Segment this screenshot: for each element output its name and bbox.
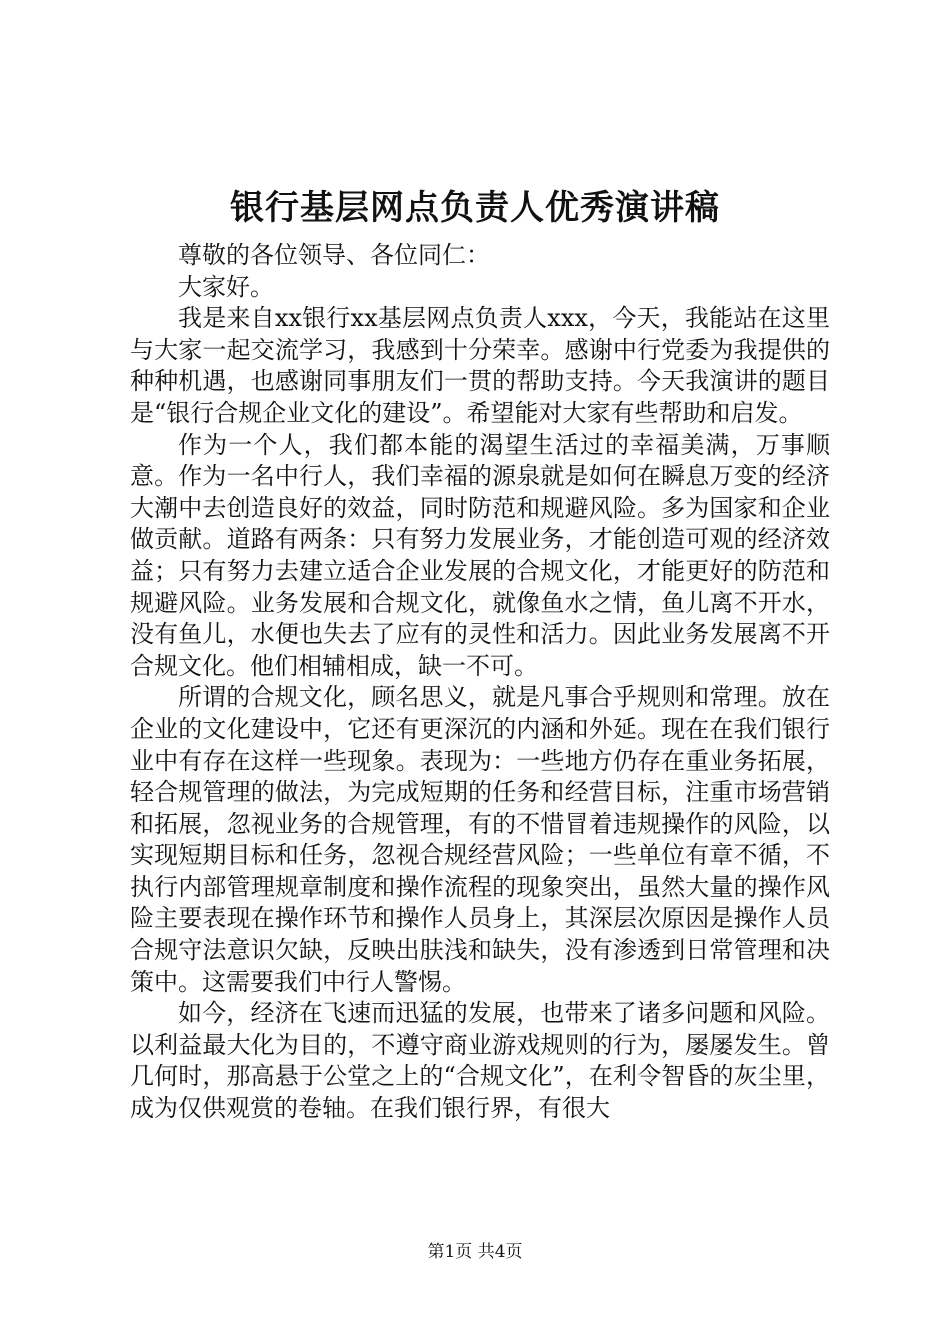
paragraph-economic-risks: 如今，经济在飞速而迅猛的发展，也带来了诸多问题和风险。以利益最大化为目的，不遵守商业游戏规则的行为，屡屡发生。曾几何时，那高悬于公堂之上的“合规文化”，在利令智昏的灰尘里，成为仅供观赏的卷轴。在我们银行界，有很大 [130, 999, 830, 1123]
paragraph-introduction: 我是来自xx银行xx基层网点负责人xxx，今天，我能站在这里与大家一起交流学习，我感到十分荣幸。感谢中行党委为我提供的种种机遇，也感谢同事朋友们一贯的帮助支持。今天我演讲的题目是“银行合规企业文化的建设”。希望能对大家有些帮助和启发。 [130, 304, 830, 427]
document-title: 银行基层网点负责人优秀演讲稿 [230, 188, 720, 228]
paragraph-greeting: 大家好。 [178, 272, 274, 301]
document-body [130, 240, 830, 1125]
paragraph-compliance-culture: 所谓的合规文化，顾名思义，就是凡事合乎规则和常理。放在企业的文化建设中，它还有更深沉的内涵和外延。现在在我们银行业中有存在这样一些现象。表现为：一些地方仍存在重业务拓展，轻合规管理的做法，为完成短期的任务和经营目标，注重市场营销和拓展，忽视业务的合规管理，有的不惜冒着违规操作的风险，以实现短期目标和任务，忽视合规经营风险；一些单位有章不循，不执行内部管理规章制度和操作流程的现象突出，虽然大量的操作风险主要表现在操作环节和操作人员身上，其深层次原因是操作人员合规守法意识欠缺，反映出肤浅和缺失，没有渗透到日常管理和决策中。这需要我们中行人警惕。 [130, 683, 830, 996]
paragraph-business-and-compliance: 作为一个人，我们都本能的渴望生活过的幸福美满，万事顺意。作为一名中行人，我们幸福的源泉就是如何在瞬息万变的经济大潮中去创造良好的效益，同时防范和规避风险。多为国家和企业做贡献。道路有两条：只有努力发展业务，才能创造可观的经济效益；只有努力去建立适合企业发展的合规文化，才能更好的防范和规避风险。业务发展和合规文化，就像鱼水之情，鱼儿离不开水，没有鱼儿，水便也失去了应有的灵性和活力。因此业务发展离不开合规文化。他们相辅相成，缺一不可。 [130, 430, 830, 680]
paragraph-salutation: 尊敬的各位领导、各位同仁： [178, 241, 490, 269]
page-number-footer: 第1页 共4页 [427, 1242, 523, 1262]
